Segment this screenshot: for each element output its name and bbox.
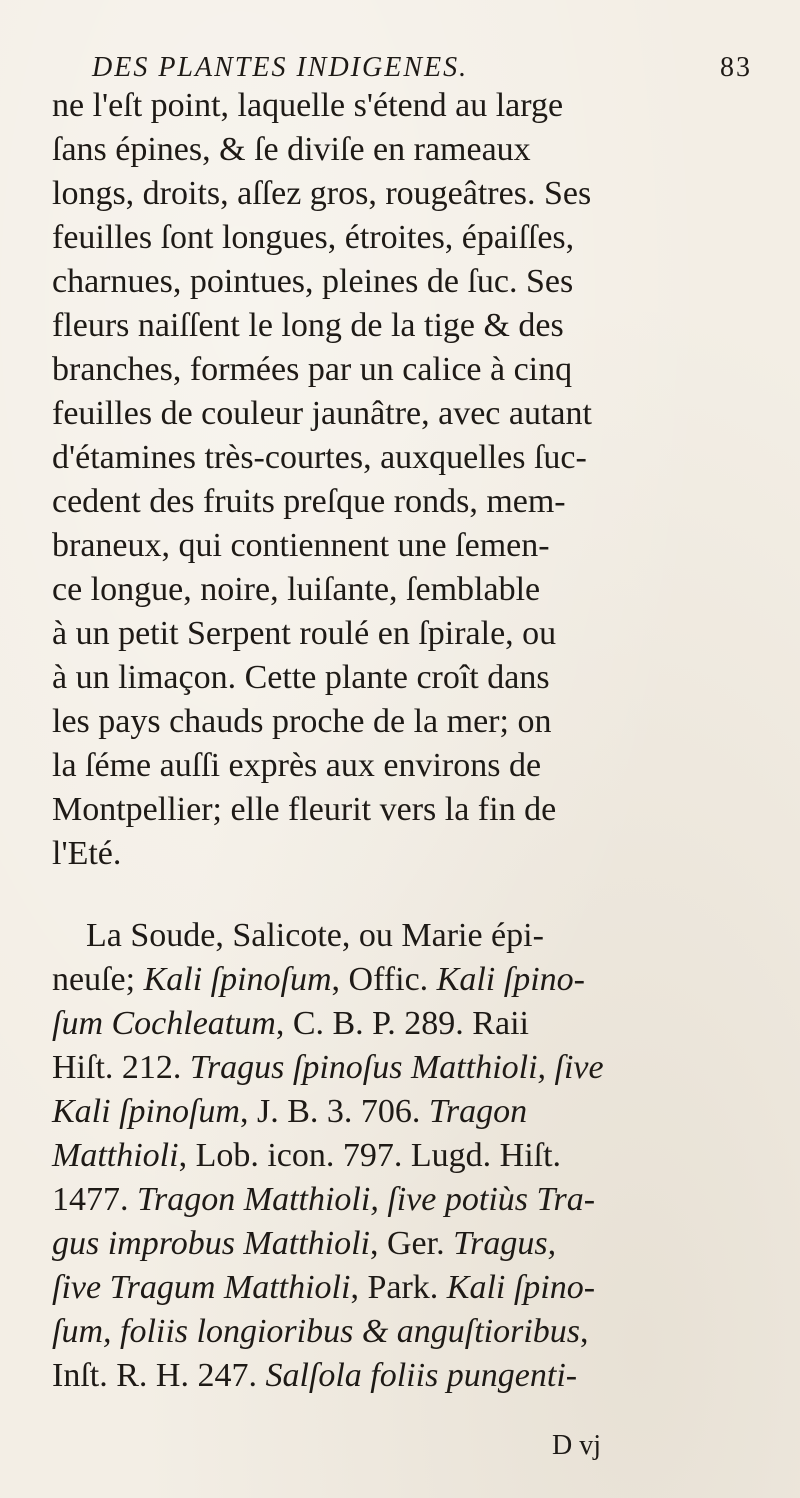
text-line: gus improbus Matthioli, Ger. Tragus,	[52, 1225, 557, 1262]
text-line: neuſe; Kali ſpinoſum, Offic. Kali ſpino-	[52, 961, 585, 998]
text-line: branches, formées par un calice à cinq	[52, 351, 573, 388]
text-line: ſans épines, & ſe diviſe en rameaux	[52, 131, 531, 168]
text-line: à un limaçon. Cette plante croît dans	[52, 659, 550, 696]
text-line: ne l'eſt point, laquelle s'étend au large	[52, 87, 564, 124]
text-line: feuilles ſont longues, étroites, épaiſſes,	[52, 219, 575, 256]
text-line: ſive Tragum Matthioli, Park. Kali ſpino-	[52, 1269, 596, 1306]
text-line: Hiſt. 212. Tragus ſpinoſus Matthioli, ſive	[52, 1049, 604, 1086]
text-line: 1477. Tragon Matthioli, ſive potiùs Tra-	[52, 1181, 596, 1218]
text-line: Matthioli, Lob. icon. 797. Lugd. Hiſt.	[52, 1137, 562, 1174]
text-line: braneux, qui contiennent une ſemen-	[52, 527, 550, 564]
text-line: Montpellier; elle fleurit vers la fin de	[52, 791, 557, 828]
text-line: fleurs naiſſent le long de la tige & des	[52, 307, 564, 344]
text-line: la ſéme auſſi exprès aux environs de	[52, 747, 542, 784]
text-line: cedent des fruits preſque ronds, mem-	[52, 483, 566, 520]
running-title: DES PLANTES INDIGENES.	[92, 52, 469, 83]
text-line: longs, droits, aſſez gros, rougeâtres. Ses	[52, 175, 592, 212]
text-line: ſum, foliis longioribus & anguſtioribus,	[52, 1313, 589, 1350]
text-line: charnues, pointues, pleines de ſuc. Ses	[52, 263, 574, 300]
signature-mark: D vj	[552, 1430, 601, 1461]
text-line: d'étamines très-courtes, auxquelles ſuc-	[52, 439, 587, 476]
page-number: 83	[720, 52, 752, 83]
text-line: l'Eté.	[52, 835, 122, 872]
text-line: les pays chauds proche de la mer; on	[52, 703, 552, 740]
text-line: ce longue, noire, luiſante, ſemblable	[52, 571, 541, 608]
text-line: Inſt. R. H. 247. Salſola foliis pungenti-	[52, 1357, 578, 1394]
text-line: La Soude, Salicote, ou Marie épi-	[86, 917, 544, 954]
text-line: feuilles de couleur jaunâtre, avec autant	[52, 395, 592, 432]
text-line: ſum Cochleatum, C. B. P. 289. Raii	[52, 1005, 529, 1042]
text-line: Kali ſpinoſum, J. B. 3. 706. Tragon	[52, 1093, 528, 1130]
text-line: à un petit Serpent roulé en ſpirale, ou	[52, 615, 557, 652]
